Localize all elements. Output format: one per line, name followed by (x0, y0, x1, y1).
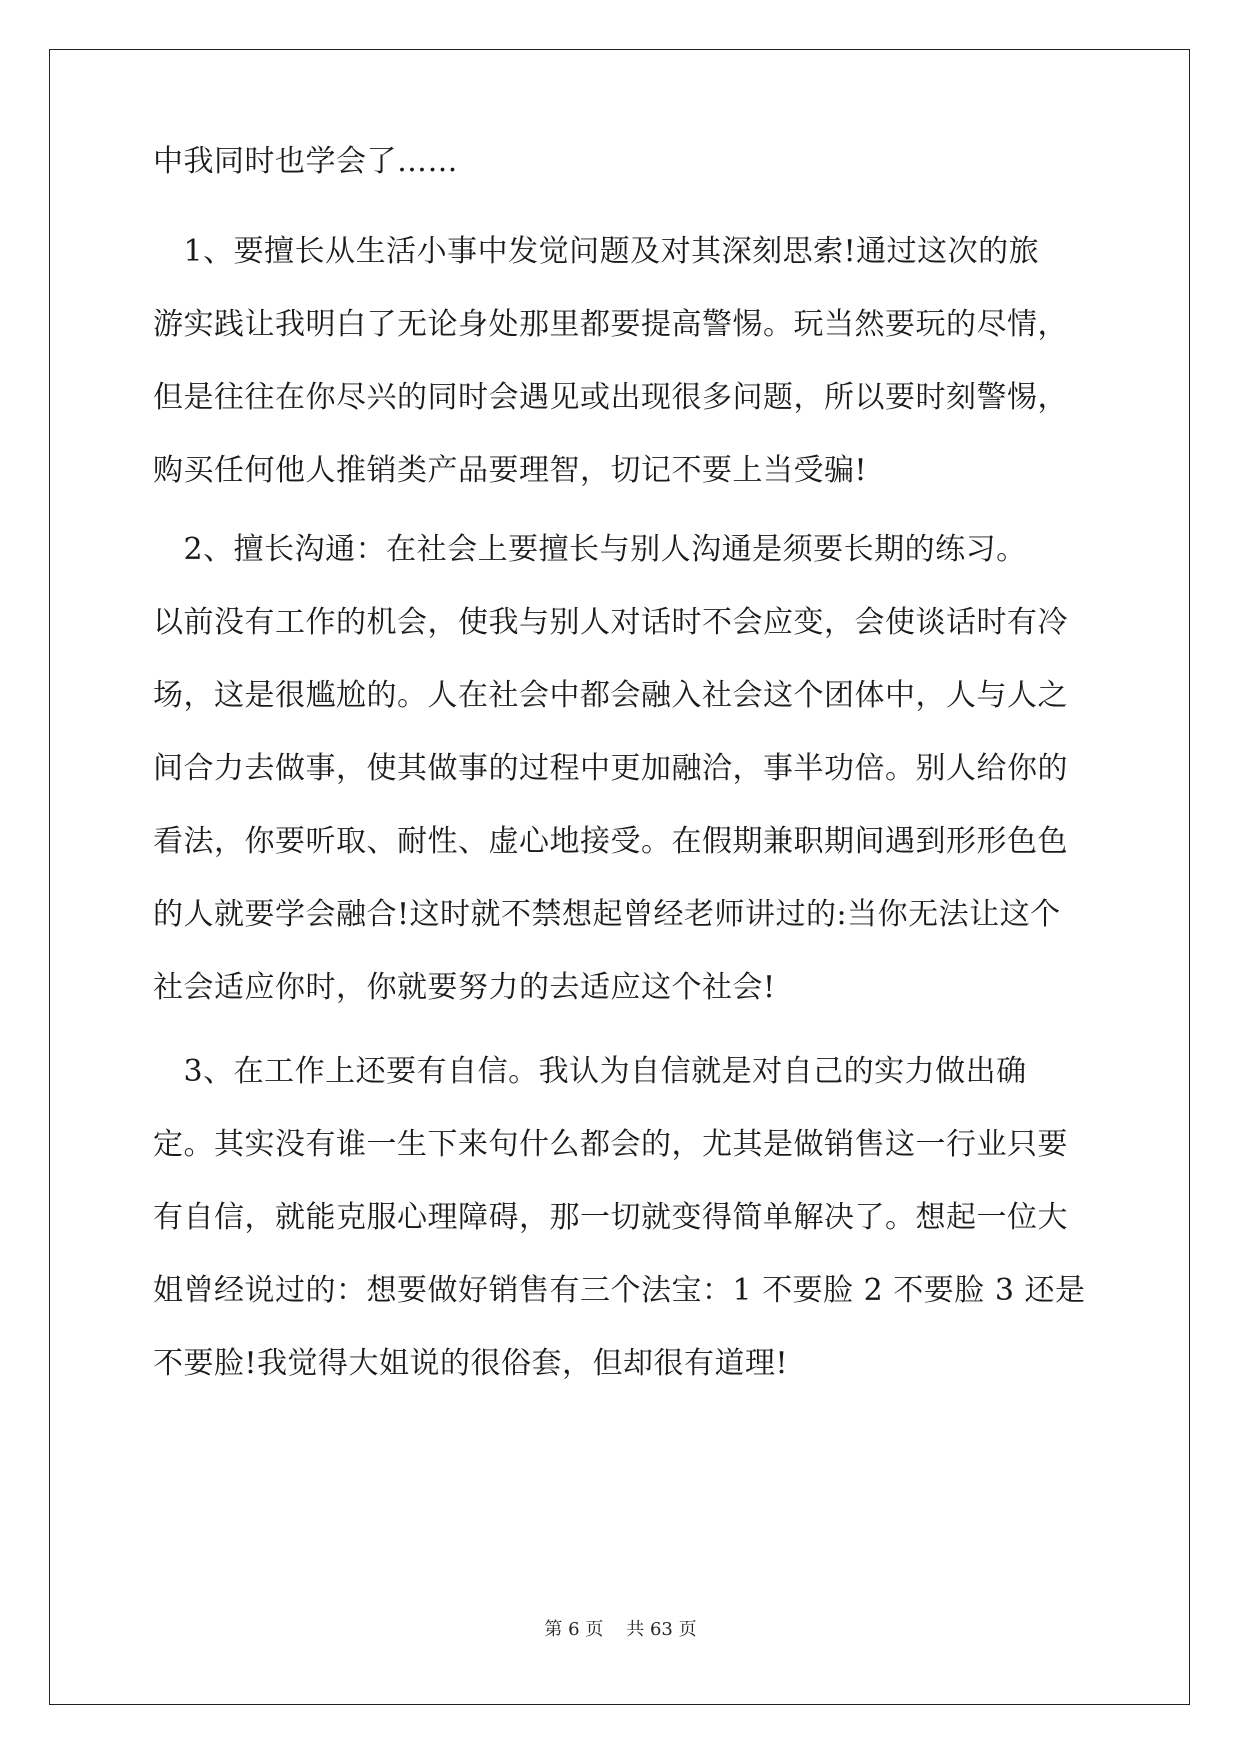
text-line: 定。其实没有谁一生下来句什么都会的，尤其是做销售这一行业只要 (153, 1127, 1068, 1162)
page-total: 共 63 页 (626, 1619, 697, 1640)
text-line: 间合力去做事，使其做事的过程中更加融洽，事半功倍。别人给你的 (153, 751, 1068, 786)
text-line: 中我同时也学会了…… (153, 144, 458, 179)
text-line: 有自信，就能克服心理障碍，那一切就变得简单解决了。想起一位大 (153, 1200, 1068, 1235)
text-line: 但是往往在你尽兴的同时会遇见或出现很多问题，所以要时刻警惕， (153, 380, 1068, 415)
page-footer (0, 1615, 1241, 1641)
text-line: 购买任何他人推销类产品要理智，切记不要上当受骗! (153, 453, 868, 488)
text-line: 看法，你要听取、耐性、虚心地接受。在假期兼职期间遇到形形色色 (153, 824, 1068, 859)
text-line: 1、要擅长从生活小事中发觉问题及对其深刻思索!通过这次的旅 (153, 234, 1040, 269)
text-line: 3、在工作上还要有自信。我认为自信就是对自己的实力做出确 (153, 1054, 1027, 1089)
text-line: 的人就要学会融合!这时就不禁想起曾经老师讲过的:当你无法让这个 (153, 897, 1061, 932)
text-line: 不要脸!我觉得大姐说的很俗套，但却很有道理! (153, 1346, 789, 1381)
text-line: 2、擅长沟通：在社会上要擅长与别人沟通是须要长期的练习。 (153, 532, 1027, 567)
page-number: 第 6 页 (544, 1619, 604, 1640)
text-line: 姐曾经说过的：想要做好销售有三个法宝：1 不要脸 2 不要脸 3 还是 (153, 1273, 1086, 1308)
text-line: 以前没有工作的机会，使我与别人对话时不会应变，会使谈话时有冷 (153, 605, 1068, 640)
text-line: 场，这是很尴尬的。人在社会中都会融入社会这个团体中，人与人之 (153, 678, 1068, 713)
text-line: 游实践让我明白了无论身处那里都要提高警惕。玩当然要玩的尽情， (153, 307, 1068, 342)
text-line: 社会适应你时，你就要努力的去适应这个社会! (153, 970, 776, 1005)
